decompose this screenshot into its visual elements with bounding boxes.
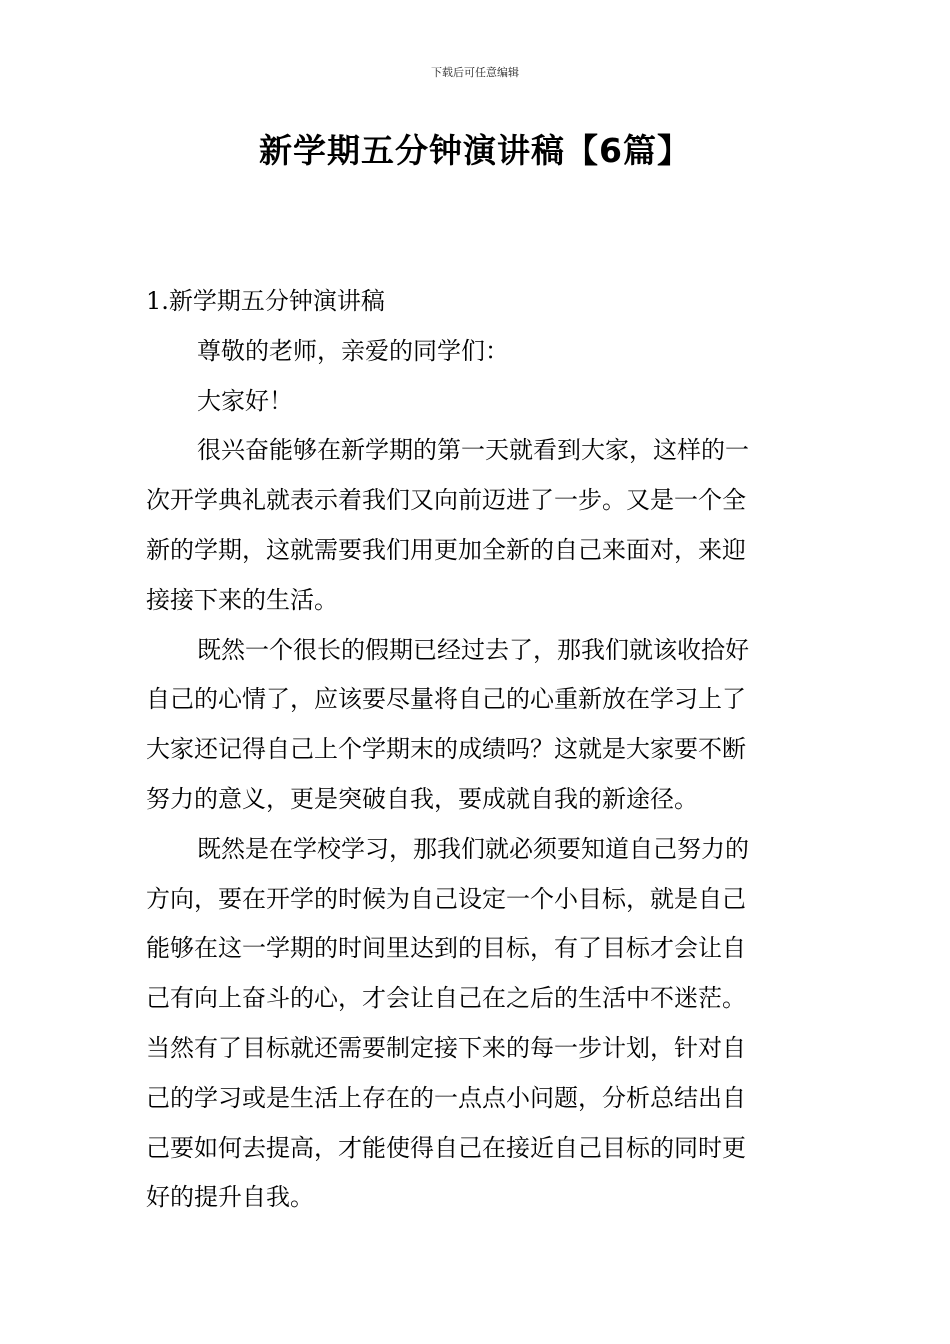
text-line: 当然有了目标就还需要制定接下来的每一步计划，针对自: [146, 1033, 746, 1062]
text-line: 接接下来的生活。: [146, 585, 338, 614]
text-line: 方向，要在开学的时候为自己设定一个小目标，就是自己: [146, 884, 746, 913]
text-line: 很兴奋能够在新学期的第一天就看到大家，这样的一: [197, 436, 749, 465]
document-title: 新学期五分钟演讲稿【6篇】: [259, 131, 691, 170]
header-note: 下载后可任意编辑: [431, 66, 519, 79]
text-line: 尊敬的老师，亲爱的同学们：: [197, 336, 509, 365]
text-line: 新的学期，这就需要我们用更加全新的自己来面对，来迎: [146, 535, 746, 564]
text-line: 好的提升自我。: [146, 1183, 314, 1212]
document-body: [146, 277, 806, 1223]
section-heading: 1.新学期五分钟演讲稿: [146, 287, 385, 315]
text-line: 既然是在学校学习，那我们就必须要知道自己努力的: [197, 834, 749, 863]
text-line: 能够在这一学期的时间里达到的目标，有了目标才会让自: [146, 934, 746, 963]
text-line: 己有向上奋斗的心，才会让自己在之后的生活中不迷茫。: [146, 984, 746, 1013]
text-line: 大家还记得自己上个学期末的成绩吗？这就是大家要不断: [146, 735, 746, 764]
text-line: 自己的心情了，应该要尽量将自己的心重新放在学习上了: [146, 685, 746, 714]
text-line: 既然一个很长的假期已经过去了，那我们就该收拾好: [197, 635, 749, 664]
text-line: 己的学习或是生活上存在的一点点小问题，分析总结出自: [146, 1083, 746, 1112]
text-line: 己要如何去提高，才能使得自己在接近自己目标的同时更: [146, 1133, 746, 1162]
text-line: 大家好！: [197, 386, 293, 415]
text-line: 努力的意义，更是突破自我，要成就自我的新途径。: [146, 784, 698, 813]
text-line: 次开学典礼就表示着我们又向前迈进了一步。又是一个全: [146, 486, 746, 515]
